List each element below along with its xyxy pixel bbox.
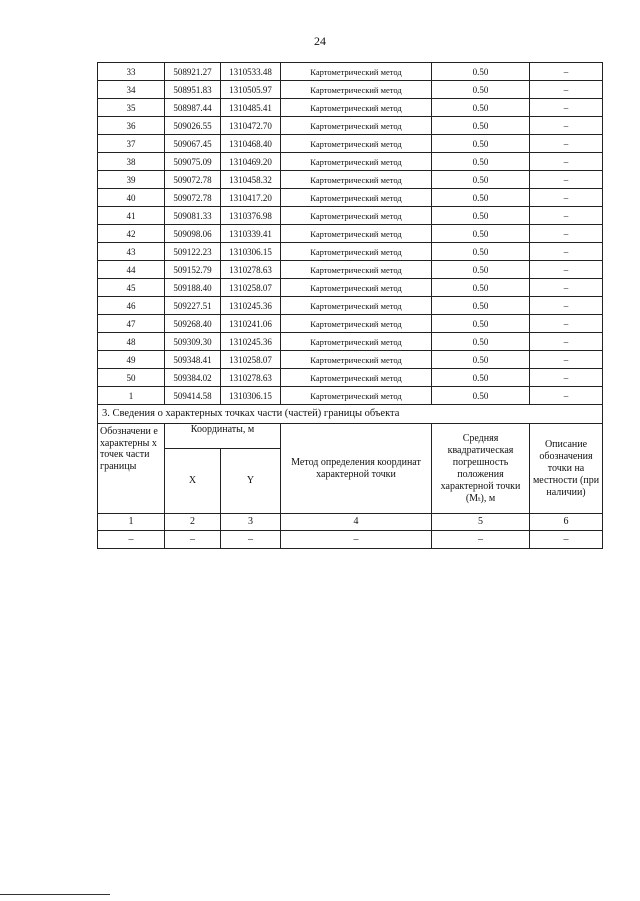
accuracy-cell: 0.50 <box>432 351 530 369</box>
point-number-cell: 43 <box>98 243 165 261</box>
table-row <box>98 351 603 369</box>
table-row <box>98 261 603 279</box>
y-coordinate-cell: 1310245.36 <box>221 333 281 351</box>
y-coordinate-cell: 1310458.32 <box>221 171 281 189</box>
description-cell: – <box>530 117 603 135</box>
point-number-cell: 45 <box>98 279 165 297</box>
table-row <box>98 333 603 351</box>
point-number-cell: 50 <box>98 369 165 387</box>
point-number-cell: 34 <box>98 81 165 99</box>
description-cell: – <box>530 261 603 279</box>
method-cell: Картометрический метод <box>281 99 432 117</box>
method-cell: Картометрический метод <box>281 81 432 99</box>
point-number-cell: 35 <box>98 99 165 117</box>
x-coordinate-cell: 509098.06 <box>165 225 221 243</box>
empty-cell: – <box>98 531 165 549</box>
accuracy-cell: 0.50 <box>432 189 530 207</box>
table-row <box>98 243 603 261</box>
description-cell: – <box>530 351 603 369</box>
accuracy-cell: 0.50 <box>432 387 530 405</box>
description-cell: – <box>530 81 603 99</box>
accuracy-cell: 0.50 <box>432 279 530 297</box>
column-number-6: 6 <box>530 514 603 531</box>
method-cell: Картометрический метод <box>281 279 432 297</box>
y-coordinate-cell: 1310417.20 <box>221 189 281 207</box>
x-coordinate-cell: 509072.78 <box>165 171 221 189</box>
accuracy-cell: 0.50 <box>432 315 530 333</box>
y-coordinate-cell: 1310306.15 <box>221 387 281 405</box>
method-cell: Картометрический метод <box>281 171 432 189</box>
empty-cell: – <box>432 531 530 549</box>
x-coordinate-cell: 509348.41 <box>165 351 221 369</box>
point-number-cell: 33 <box>98 63 165 81</box>
x-coordinate-cell: 509227.51 <box>165 297 221 315</box>
accuracy-cell: 0.50 <box>432 153 530 171</box>
y-coordinate-cell: 1310278.63 <box>221 369 281 387</box>
description-cell: – <box>530 63 603 81</box>
method-cell: Картометрический метод <box>281 351 432 369</box>
accuracy-cell: 0.50 <box>432 261 530 279</box>
method-cell: Картометрический метод <box>281 297 432 315</box>
point-number-cell: 48 <box>98 333 165 351</box>
column-number-2: 2 <box>165 514 221 531</box>
table-row <box>98 387 603 405</box>
column-number-3: 3 <box>221 514 281 531</box>
y-coordinate-cell: 1310376.98 <box>221 207 281 225</box>
header-x: X <box>165 449 221 514</box>
points-table-body <box>98 63 603 405</box>
empty-cell: – <box>165 531 221 549</box>
y-coordinate-cell: 1310245.36 <box>221 297 281 315</box>
y-coordinate-cell: 1310468.40 <box>221 135 281 153</box>
description-cell: – <box>530 315 603 333</box>
y-coordinate-cell: 1310258.07 <box>221 351 281 369</box>
x-coordinate-cell: 509122.23 <box>165 243 221 261</box>
method-cell: Картометрический метод <box>281 243 432 261</box>
method-cell: Картометрический метод <box>281 63 432 81</box>
accuracy-cell: 0.50 <box>432 369 530 387</box>
point-number-cell: 38 <box>98 153 165 171</box>
table-row <box>98 225 603 243</box>
table-row <box>98 63 603 81</box>
x-coordinate-cell: 508921.27 <box>165 63 221 81</box>
empty-cell: – <box>221 531 281 549</box>
table-row <box>98 279 603 297</box>
table-row <box>98 81 603 99</box>
table-row <box>98 135 603 153</box>
description-cell: – <box>530 153 603 171</box>
method-cell: Картометрический метод <box>281 153 432 171</box>
table-row <box>98 369 603 387</box>
table-row <box>98 117 603 135</box>
description-cell: – <box>530 225 603 243</box>
table-row <box>98 189 603 207</box>
description-cell: – <box>530 207 603 225</box>
boundary-points-table <box>97 62 603 549</box>
y-coordinate-cell: 1310533.48 <box>221 63 281 81</box>
y-coordinate-cell: 1310469.20 <box>221 153 281 171</box>
empty-cell: – <box>530 531 603 549</box>
point-number-cell: 36 <box>98 117 165 135</box>
table-row <box>98 171 603 189</box>
point-number-cell: 41 <box>98 207 165 225</box>
description-cell: – <box>530 387 603 405</box>
point-number-cell: 1 <box>98 387 165 405</box>
header-coordinates: Координаты, м <box>165 424 281 449</box>
description-cell: – <box>530 333 603 351</box>
accuracy-cell: 0.50 <box>432 297 530 315</box>
point-number-cell: 49 <box>98 351 165 369</box>
accuracy-cell: 0.50 <box>432 243 530 261</box>
method-cell: Картометрический метод <box>281 333 432 351</box>
table-row <box>98 297 603 315</box>
footnote-separator <box>0 894 110 895</box>
point-number-cell: 37 <box>98 135 165 153</box>
column-number-4: 4 <box>281 514 432 531</box>
method-cell: Картометрический метод <box>281 261 432 279</box>
header-method: Метод определения координат характерной точки <box>281 424 432 514</box>
y-coordinate-cell: 1310485.41 <box>221 99 281 117</box>
header-description: Описание обозначения точки на местности (при наличии) <box>530 424 603 514</box>
point-number-cell: 42 <box>98 225 165 243</box>
table-row <box>98 99 603 117</box>
x-coordinate-cell: 509075.09 <box>165 153 221 171</box>
x-coordinate-cell: 509384.02 <box>165 369 221 387</box>
method-cell: Картометрический метод <box>281 135 432 153</box>
header-designation: Обозначени е характерны х точек части границы <box>98 424 165 514</box>
accuracy-cell: 0.50 <box>432 63 530 81</box>
x-coordinate-cell: 509081.33 <box>165 207 221 225</box>
table-row <box>98 315 603 333</box>
accuracy-cell: 0.50 <box>432 117 530 135</box>
x-coordinate-cell: 509026.55 <box>165 117 221 135</box>
table-row <box>98 207 603 225</box>
description-cell: – <box>530 135 603 153</box>
description-cell: – <box>530 99 603 117</box>
point-number-cell: 47 <box>98 315 165 333</box>
method-cell: Картометрический метод <box>281 117 432 135</box>
description-cell: – <box>530 297 603 315</box>
accuracy-cell: 0.50 <box>432 225 530 243</box>
y-coordinate-cell: 1310241.06 <box>221 315 281 333</box>
accuracy-cell: 0.50 <box>432 135 530 153</box>
x-coordinate-cell: 508951.83 <box>165 81 221 99</box>
section-3-title: 3. Сведения о характерных точках части (частей) границы объекта <box>98 405 603 424</box>
description-cell: – <box>530 279 603 297</box>
accuracy-cell: 0.50 <box>432 333 530 351</box>
description-cell: – <box>530 243 603 261</box>
accuracy-cell: 0.50 <box>432 171 530 189</box>
x-coordinate-cell: 509414.58 <box>165 387 221 405</box>
method-cell: Картометрический метод <box>281 225 432 243</box>
y-coordinate-cell: 1310306.15 <box>221 243 281 261</box>
method-cell: Картометрический метод <box>281 189 432 207</box>
y-coordinate-cell: 1310505.97 <box>221 81 281 99</box>
description-cell: – <box>530 189 603 207</box>
point-number-cell: 46 <box>98 297 165 315</box>
x-coordinate-cell: 509067.45 <box>165 135 221 153</box>
page-number: 24 <box>314 34 326 48</box>
method-cell: Картометрический метод <box>281 207 432 225</box>
accuracy-cell: 0.50 <box>432 207 530 225</box>
column-number-5: 5 <box>432 514 530 531</box>
method-cell: Картометрический метод <box>281 369 432 387</box>
point-number-cell: 44 <box>98 261 165 279</box>
description-cell: – <box>530 369 603 387</box>
y-coordinate-cell: 1310258.07 <box>221 279 281 297</box>
x-coordinate-cell: 509268.40 <box>165 315 221 333</box>
point-number-cell: 39 <box>98 171 165 189</box>
x-coordinate-cell: 509309.30 <box>165 333 221 351</box>
empty-cell: – <box>281 531 432 549</box>
x-coordinate-cell: 509152.79 <box>165 261 221 279</box>
y-coordinate-cell: 1310472.70 <box>221 117 281 135</box>
x-coordinate-cell: 508987.44 <box>165 99 221 117</box>
table-row <box>98 153 603 171</box>
header-error: Средняя квадратическая погрешность положения характерной точки (Mₜ), м <box>432 424 530 514</box>
header-y: Y <box>221 449 281 514</box>
accuracy-cell: 0.50 <box>432 81 530 99</box>
description-cell: – <box>530 171 603 189</box>
column-number-1: 1 <box>98 514 165 531</box>
x-coordinate-cell: 509188.40 <box>165 279 221 297</box>
accuracy-cell: 0.50 <box>432 99 530 117</box>
x-coordinate-cell: 509072.78 <box>165 189 221 207</box>
method-cell: Картометрический метод <box>281 315 432 333</box>
y-coordinate-cell: 1310278.63 <box>221 261 281 279</box>
method-cell: Картометрический метод <box>281 387 432 405</box>
point-number-cell: 40 <box>98 189 165 207</box>
y-coordinate-cell: 1310339.41 <box>221 225 281 243</box>
